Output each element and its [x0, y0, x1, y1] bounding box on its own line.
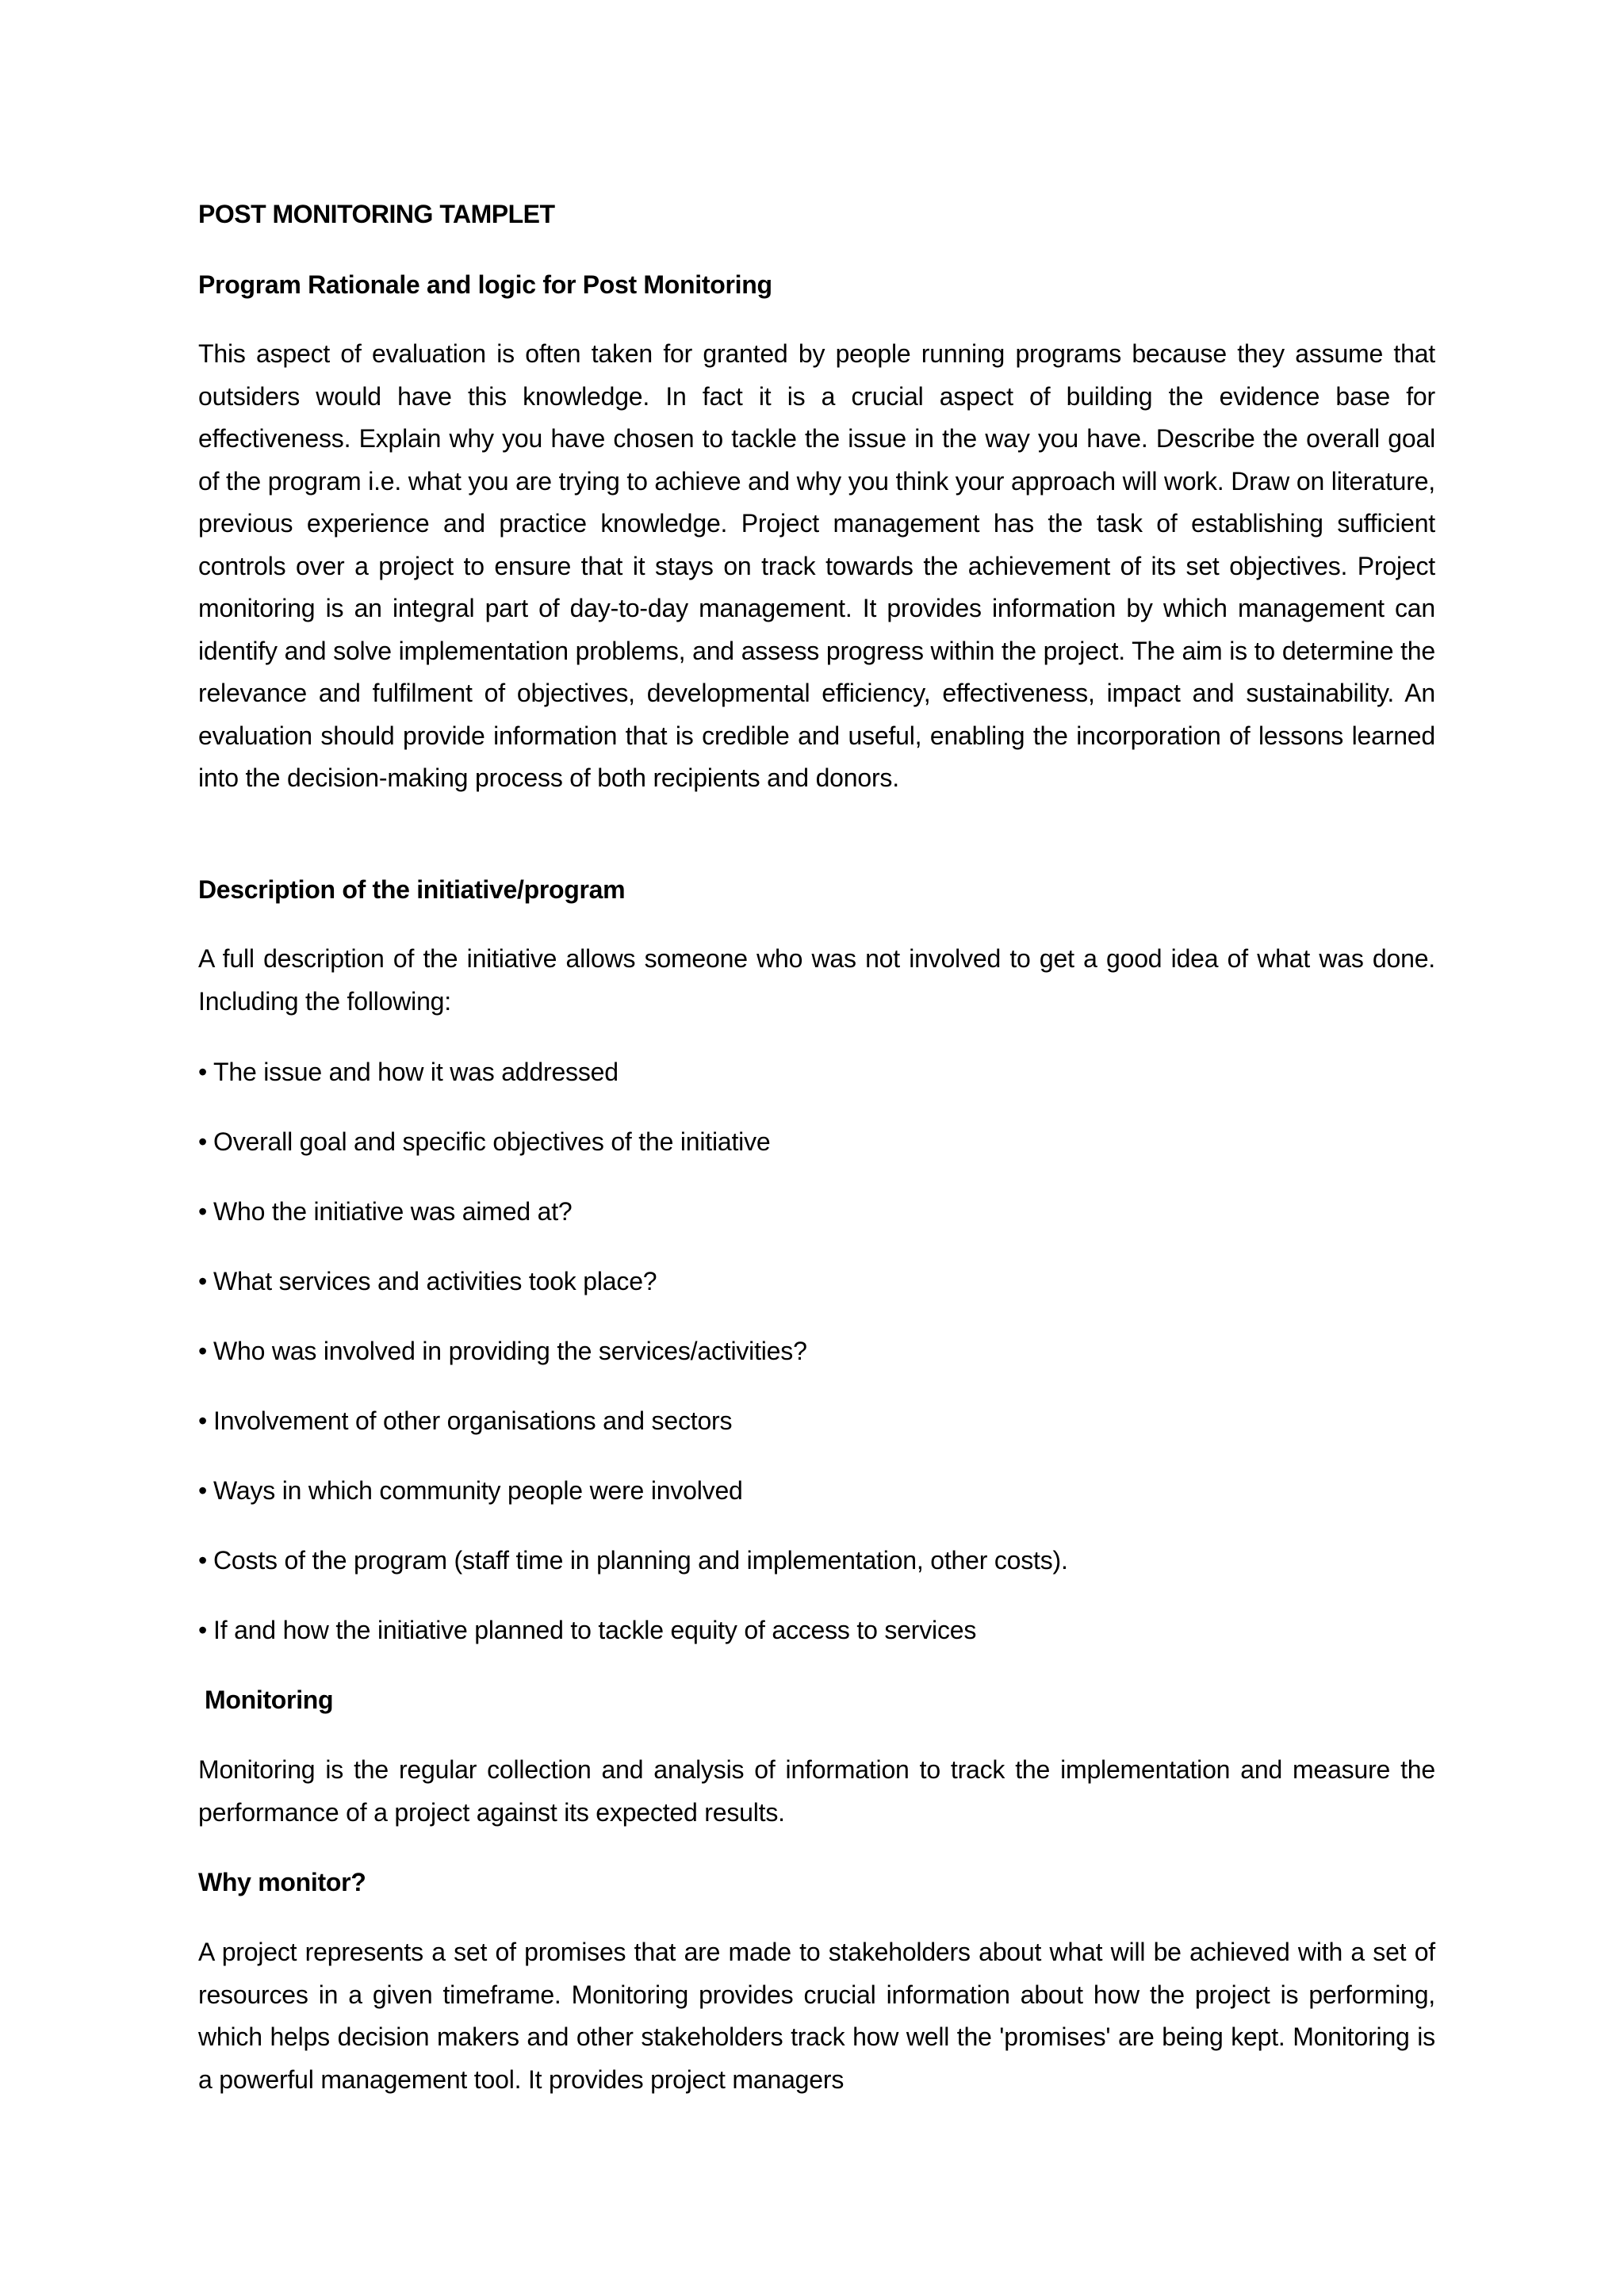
- bullet-icon: •: [198, 1406, 208, 1435]
- description-intro: A full description of the initiative allows someone who was not involved to get a good idea of what was done. Including the following:: [198, 944, 1435, 1016]
- monitoring-body: Monitoring is the regular collection and analysis of information to track the implementation and measure the performance of a project against its expected results.: [198, 1755, 1435, 1827]
- list-item-text: Ways in which community people were involved: [213, 1476, 743, 1505]
- rationale-heading: Program Rationale and logic for Post Monitoring: [198, 270, 772, 299]
- list-item-text: What services and activities took place?: [213, 1267, 657, 1295]
- list-item: [198, 1403, 732, 1438]
- list-item-text: Involvement of other organisations and sectors: [213, 1406, 733, 1435]
- description-heading: Description of the initiative/program: [198, 875, 626, 904]
- list-item-text: Overall goal and specific objectives of the initiative: [213, 1127, 771, 1156]
- list-item-text: Who the initiative was aimed at?: [213, 1197, 573, 1226]
- why-monitor-heading: Why monitor?: [198, 1868, 366, 1896]
- bullet-icon: •: [198, 1476, 208, 1505]
- list-item-text: If and how the initiative planned to tackle equity of access to services: [213, 1616, 977, 1644]
- list-item: [198, 1543, 1068, 1578]
- list-item: [198, 1613, 976, 1647]
- list-item: [198, 1124, 770, 1159]
- list-item-text: The issue and how it was addressed: [213, 1058, 619, 1086]
- why-monitor-body: A project represents a set of promises that are made to stakeholders about what will be achieved with a set of resources in a given timeframe. Monitoring provides crucial information about how the project is performing, which helps decision makers and other stakeholders track how well the 'promises' are being kept. Monitoring is a powerful management tool. It provides project managers: [198, 1938, 1435, 2094]
- bullet-icon: •: [198, 1546, 208, 1575]
- rationale-body: This aspect of evaluation is often taken for granted by people running programs because they assume that outsiders would have this knowledge. In fact it is a crucial aspect of building the evidence base for effectiveness. Explain why you have chosen to tackle the issue in the way you have. Describe the overall goal of the program i.e. what you are trying to achieve and why you think your approach will work. Draw on literature, previous experience and practice knowledge. Project management has the task of establishing sufficient controls over a project to ensure that it stays on track towards the achievement of its set objectives. Project monitoring is an integral part of day-to-day management. It provides information by which management can identify and solve implementation problems, and assess progress within the project. The aim is to determine the relevance and fulfilment of objectives, developmental efficiency, effectiveness, impact and sustainability. An evaluation should provide information that is credible and useful, enabling the incorporation of lessons learned into the decision-making process of both recipients and donors.: [198, 339, 1435, 792]
- bullet-icon: •: [198, 1197, 208, 1226]
- document-title: POST MONITORING TAMPLET: [198, 200, 555, 228]
- bullet-icon: •: [198, 1337, 208, 1365]
- list-item-text: Who was involved in providing the services/activities?: [213, 1337, 807, 1365]
- list-item: [198, 1264, 657, 1299]
- list-item-text: Costs of the program (staff time in planning and implementation, other costs).: [213, 1546, 1068, 1575]
- monitoring-heading: Monitoring: [205, 1686, 334, 1714]
- bullet-icon: •: [198, 1127, 208, 1156]
- list-item: [198, 1473, 743, 1508]
- bullet-icon: •: [198, 1616, 208, 1644]
- list-item: [198, 1194, 573, 1229]
- list-item: [198, 1334, 807, 1368]
- list-item: [198, 1054, 619, 1089]
- bullet-icon: •: [198, 1267, 208, 1295]
- bullet-icon: •: [198, 1058, 208, 1086]
